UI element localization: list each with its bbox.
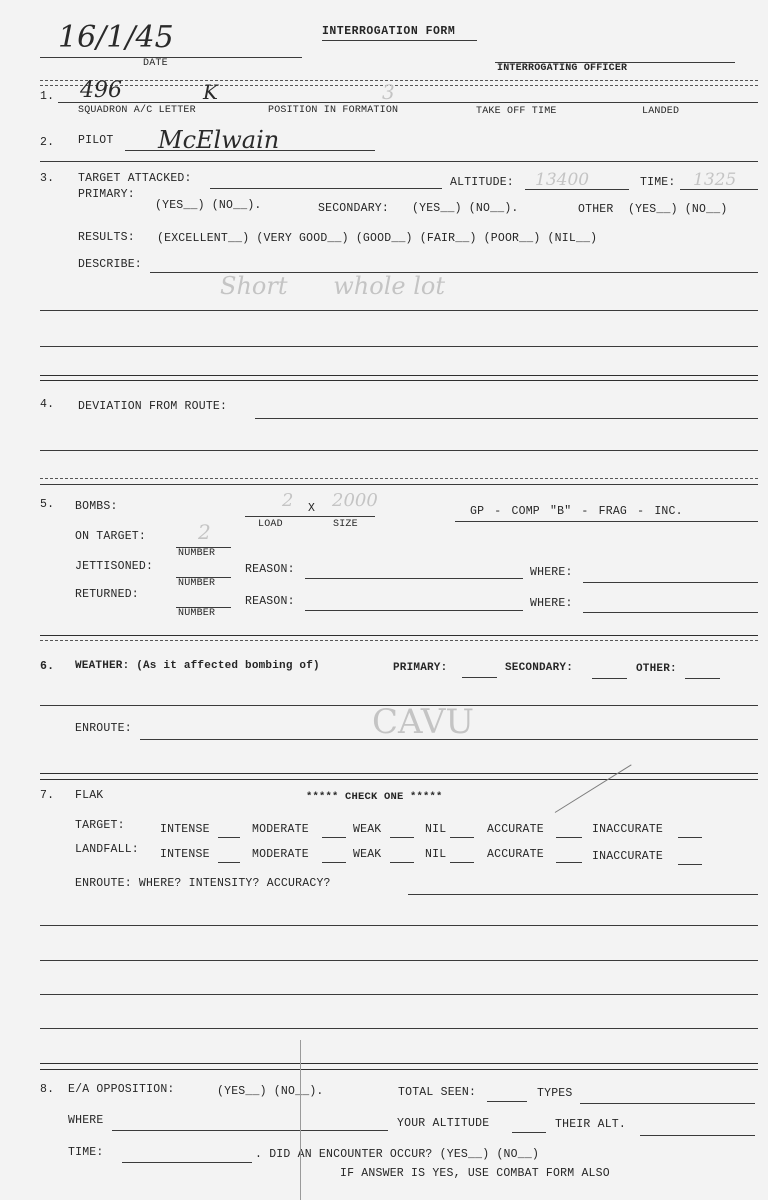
section-separator	[40, 80, 758, 81]
size-label: SIZE	[333, 519, 358, 530]
weather-primary-label: PRIMARY:	[393, 662, 448, 674]
flak-blank	[556, 862, 582, 863]
bomb-types-label: GP - COMP "B" - FRAG - INC.	[470, 505, 683, 518]
pilot-line	[125, 150, 375, 151]
weather-other-label: OTHER:	[636, 663, 677, 675]
jettison-reason-line	[305, 578, 523, 579]
time-value: 1325	[693, 170, 737, 190]
describe-label: DESCRIBE:	[78, 258, 142, 271]
flak-target-moderate: MODERATE	[252, 823, 309, 836]
section-4-number: 4.	[40, 398, 55, 411]
flak-landfall-moderate: MODERATE	[252, 848, 309, 861]
flak-blank	[322, 837, 346, 838]
ea-opposition-options: (YES__) (NO__).	[217, 1085, 324, 1098]
flak-landfall-nil: NIL	[425, 848, 447, 861]
time-line	[680, 189, 758, 190]
altitude-label: ALTITUDE:	[450, 176, 514, 189]
deviation-line	[40, 450, 758, 451]
other-options: (YES__) (NO__)	[628, 203, 728, 216]
weather-secondary-line	[592, 678, 627, 679]
results-options: (EXCELLENT__) (VERY GOOD__) (GOOD__) (FAIR__) (POOR__) (NIL__)	[157, 232, 598, 245]
x-label: X	[308, 502, 316, 515]
section-1-line	[58, 102, 758, 103]
section-separator	[40, 478, 758, 479]
weather-label: WEATHER: (As it affected bombing of)	[75, 660, 320, 672]
jettison-reason-label: REASON:	[245, 563, 295, 576]
section-separator	[40, 375, 758, 376]
date-label: DATE	[143, 58, 168, 69]
time-line	[122, 1162, 252, 1163]
pilot-label: PILOT	[78, 134, 114, 147]
pilot-value: McElwain	[158, 126, 280, 154]
weather-enroute-value: CAVU	[372, 702, 475, 742]
section-separator	[40, 779, 758, 780]
weather-other-line	[685, 678, 720, 679]
squadron-value: 496	[80, 78, 122, 103]
section-separator	[40, 773, 758, 774]
number-label: NUMBER	[178, 608, 216, 619]
section-6-number: 6.	[40, 660, 55, 673]
total-seen-line	[487, 1101, 527, 1102]
return-reason-line	[305, 610, 523, 611]
flak-target-weak: WEAK	[353, 823, 382, 836]
describe-line	[40, 346, 758, 347]
section-3-number: 3.	[40, 172, 55, 185]
flak-landfall-weak: WEAK	[353, 848, 382, 861]
flak-blank	[218, 837, 240, 838]
on-target-label: ON TARGET:	[75, 530, 147, 543]
section-separator	[40, 640, 758, 641]
paper-crease	[300, 1040, 301, 1200]
flak-blank	[556, 837, 582, 838]
flak-line	[40, 1028, 758, 1029]
target-attacked-label: TARGET ATTACKED:	[78, 172, 192, 185]
squadron-label: SQUADRON A/C LETTER	[78, 105, 196, 116]
where-line	[112, 1130, 388, 1131]
section-separator	[40, 1069, 758, 1070]
your-altitude-label: YOUR ALTITUDE	[397, 1117, 490, 1130]
size-value: 2000	[332, 490, 378, 511]
flak-line	[40, 960, 758, 961]
section-1-number: 1.	[40, 90, 55, 103]
types-label: TYPES	[537, 1087, 573, 1100]
bombs-label: BOMBS:	[75, 500, 118, 513]
time-label: TIME:	[68, 1146, 104, 1159]
load-label: LOAD	[258, 519, 283, 530]
flak-blank	[322, 862, 346, 863]
takeoff-label: TAKE OFF TIME	[476, 106, 557, 117]
primary-label: PRIMARY:	[78, 188, 135, 201]
return-where-label: WHERE:	[530, 597, 573, 610]
flak-enroute-line	[408, 894, 758, 895]
primary-options: (YES__) (NO__).	[155, 199, 262, 212]
weather-enroute-label: ENROUTE:	[75, 722, 132, 735]
number-label: NUMBER	[178, 578, 216, 589]
section-separator	[40, 484, 758, 485]
flak-landfall-inaccurate: INACCURATE	[592, 850, 664, 863]
flak-blank	[678, 864, 702, 865]
return-where-line	[583, 612, 758, 613]
flak-blank	[450, 837, 474, 838]
ea-opposition-label: E/A OPPOSITION:	[68, 1083, 175, 1096]
flak-target-inaccurate: INACCURATE	[592, 823, 664, 836]
flak-blank	[390, 862, 414, 863]
bomb-types-line	[455, 521, 758, 522]
section-separator	[40, 380, 758, 381]
jettison-where-line	[583, 582, 758, 583]
time-label: TIME:	[640, 176, 676, 189]
your-altitude-line	[512, 1132, 546, 1133]
load-value: 2	[282, 490, 294, 511]
weather-primary-line	[462, 677, 497, 678]
position-label: POSITION IN FORMATION	[268, 105, 399, 116]
secondary-options: (YES__) (NO__).	[412, 202, 519, 215]
describe-line	[40, 310, 758, 311]
secondary-label: SECONDARY:	[318, 202, 390, 215]
target-attacked-line	[210, 188, 442, 189]
types-line	[580, 1103, 755, 1104]
returned-label: RETURNED:	[75, 588, 139, 601]
flak-target-accurate: ACCURATE	[487, 823, 544, 836]
section-separator	[40, 635, 758, 636]
their-altitude-label: THEIR ALT.	[555, 1118, 627, 1131]
results-label: RESULTS:	[78, 231, 135, 244]
flak-landfall-label: LANDFALL:	[75, 843, 139, 856]
flak-label: FLAK	[75, 789, 104, 802]
section-8-number: 8.	[40, 1083, 55, 1096]
flak-blank	[450, 862, 474, 863]
describe-value: Short whole lot	[220, 272, 445, 300]
flak-blank	[218, 862, 240, 863]
deviation-line	[255, 418, 758, 419]
flak-target-label: TARGET:	[75, 819, 125, 832]
flak-blank	[678, 837, 702, 838]
altitude-value: 13400	[535, 170, 590, 190]
flak-landfall-accurate: ACCURATE	[487, 848, 544, 861]
section-separator	[40, 1063, 758, 1064]
landed-label: LANDED	[642, 106, 680, 117]
date-line	[40, 57, 302, 58]
position-value: 3	[382, 80, 395, 104]
their-altitude-line	[640, 1135, 755, 1136]
load-line	[245, 516, 375, 517]
flak-landfall-intense: INTENSE	[160, 848, 210, 861]
other-label: OTHER	[578, 203, 614, 216]
aircraft-letter-value: K	[203, 80, 218, 104]
check-one-label: ***** CHECK ONE *****	[306, 791, 443, 803]
flak-line	[40, 925, 758, 926]
flak-line	[40, 994, 758, 995]
section-5-number: 5.	[40, 498, 55, 511]
deviation-label: DEVIATION FROM ROUTE:	[78, 400, 228, 413]
section-separator	[40, 85, 758, 86]
flak-target-intense: INTENSE	[160, 823, 210, 836]
flak-enroute-label: ENROUTE: WHERE? INTENSITY? ACCURACY?	[75, 877, 331, 890]
form-title-underline	[322, 40, 477, 41]
flak-target-nil: NIL	[425, 823, 447, 836]
officer-label: INTERROGATING OFFICER	[497, 63, 628, 74]
section-2-number: 2.	[40, 136, 55, 149]
jettison-where-label: WHERE:	[530, 566, 573, 579]
on-target-value: 2	[198, 520, 211, 544]
flak-check-mark	[555, 764, 632, 813]
section-separator	[40, 161, 758, 162]
date-value: 16/1/45	[58, 20, 174, 55]
form-title: INTERROGATION FORM	[322, 25, 456, 38]
flak-blank	[390, 837, 414, 838]
encounter-label: . DID AN ENCOUNTER OCCUR? (YES__) (NO__)	[255, 1148, 540, 1161]
altitude-line	[525, 189, 629, 190]
number-label: NUMBER	[178, 548, 216, 559]
total-seen-label: TOTAL SEEN:	[398, 1086, 477, 1099]
section-7-number: 7.	[40, 789, 55, 802]
return-reason-label: REASON:	[245, 595, 295, 608]
where-label: WHERE	[68, 1114, 104, 1127]
weather-secondary-label: SECONDARY:	[505, 662, 574, 674]
jettisoned-label: JETTISONED:	[75, 560, 154, 573]
answer-note: IF ANSWER IS YES, USE COMBAT FORM ALSO	[340, 1167, 610, 1180]
